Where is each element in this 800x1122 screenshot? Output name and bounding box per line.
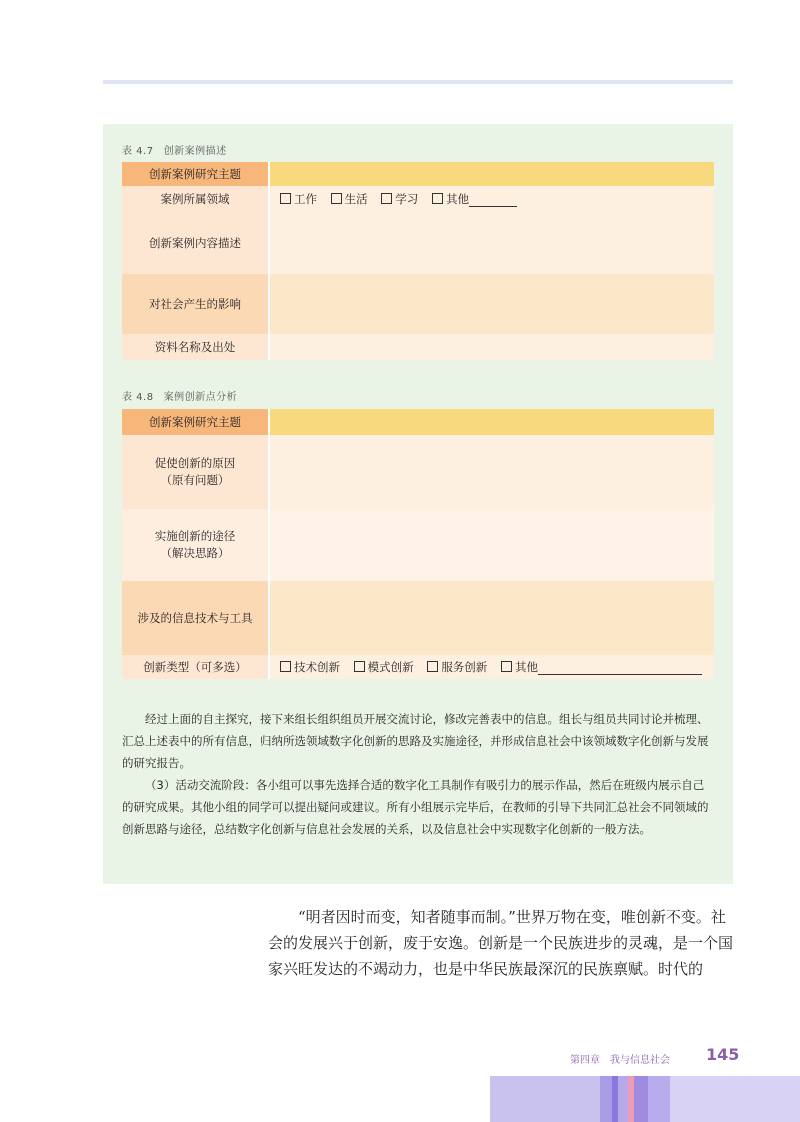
table2-approach-label: 实施创新的途径 （解决思路） xyxy=(122,509,269,581)
table2-tech-field[interactable] xyxy=(269,581,714,655)
checkbox-icon[interactable] xyxy=(331,193,342,204)
table1-domain-options xyxy=(269,186,714,212)
table1-source-field[interactable] xyxy=(269,334,714,360)
table1-topic-label: 创新案例研究主题 xyxy=(122,162,269,186)
checkbox-icon[interactable] xyxy=(427,661,438,672)
checkbox-icon[interactable] xyxy=(501,661,512,672)
table1-impact-label: 对社会产生的影响 xyxy=(122,274,269,334)
page-number: 145 xyxy=(706,1045,740,1064)
footer-color-bars xyxy=(490,1076,800,1122)
table1-content-label: 创新案例内容描述 xyxy=(122,212,269,274)
domain-option-life[interactable]: 生活 xyxy=(331,191,368,207)
table2-innovation-analysis xyxy=(122,409,714,679)
table2-topic-field[interactable] xyxy=(269,409,714,435)
type-option-model[interactable]: 模式创新 xyxy=(354,659,414,675)
body-text xyxy=(268,904,734,982)
table1-source-label: 资料名称及出处 xyxy=(122,334,269,360)
table2-approach-field[interactable] xyxy=(269,509,714,581)
table2-tech-label: 涉及的信息技术与工具 xyxy=(122,581,269,655)
domain-option-study[interactable]: 学习 xyxy=(381,191,418,207)
table1-case-description xyxy=(122,162,714,360)
activity-paragraph-1: 经过上面的自主探究，接下来组长组织组员开展交流讨论，修改完善表中的信息。组长与组员共同讨论并梳理、汇总上述表中的所有信息，归纳所选领域数字化创新的思路及实施途径，并形成信息社会中该领域数字化创新与发展的研究报告。 xyxy=(122,712,709,770)
table1-domain-label: 案例所属领域 xyxy=(122,186,269,212)
checkbox-icon[interactable] xyxy=(381,193,392,204)
table1-content-field[interactable] xyxy=(269,212,714,274)
activity-paragraph-2: （3）活动交流阶段：各小组可以事先选择合适的数字化工具制作有吸引力的展示作品，然后在班级内展示自己的研究成果。其他小组的同学可以提出疑问或建议。所有小组展示完毕后，在教师的引导下共同汇总社会不同领域的创新思路与途径，总结数字化创新与信息社会发展的关系，以及信息社会中实现数字化创新的一般方法。 xyxy=(122,778,709,836)
table2-caption: 表 4.8 案例创新点分析 xyxy=(122,392,238,403)
checkbox-icon[interactable] xyxy=(432,193,443,204)
type-option-service[interactable]: 服务创新 xyxy=(427,659,487,675)
domain-option-other[interactable]: 其他 xyxy=(432,191,517,207)
checkbox-icon[interactable] xyxy=(280,661,291,672)
table2-reason-field[interactable] xyxy=(269,435,714,509)
other-blank-line[interactable] xyxy=(538,662,702,675)
table2-reason-label: 促使创新的原因 （原有问题） xyxy=(122,435,269,509)
chapter-title: 第四章 我与信息社会 xyxy=(570,1055,670,1066)
other-blank-line[interactable] xyxy=(469,194,517,207)
checkbox-icon[interactable] xyxy=(354,661,365,672)
checkbox-icon[interactable] xyxy=(280,193,291,204)
table1-topic-field[interactable] xyxy=(269,162,714,186)
domain-option-work[interactable]: 工作 xyxy=(280,191,317,207)
activity-text xyxy=(122,708,714,840)
table2-type-options xyxy=(269,655,714,679)
table2-topic-label: 创新案例研究主题 xyxy=(122,409,269,435)
type-option-other[interactable]: 其他 xyxy=(501,659,702,675)
table2-type-label: 创新类型（可多选） xyxy=(122,655,269,679)
body-paragraph: “明者因时而变，知者随事而制。”世界万物在变，唯创新不变。社会的发展兴于创新，废于安逸。创新是一个民族进步的灵魂，是一个国家兴旺发达的不竭动力，也是中华民族最深沉的民族禀赋。时代的 xyxy=(268,908,734,978)
table1-impact-field[interactable] xyxy=(269,274,714,334)
table1-caption: 表 4.7 创新案例描述 xyxy=(122,146,227,157)
type-option-technology[interactable]: 技术创新 xyxy=(280,659,340,675)
header-rule xyxy=(103,80,733,84)
